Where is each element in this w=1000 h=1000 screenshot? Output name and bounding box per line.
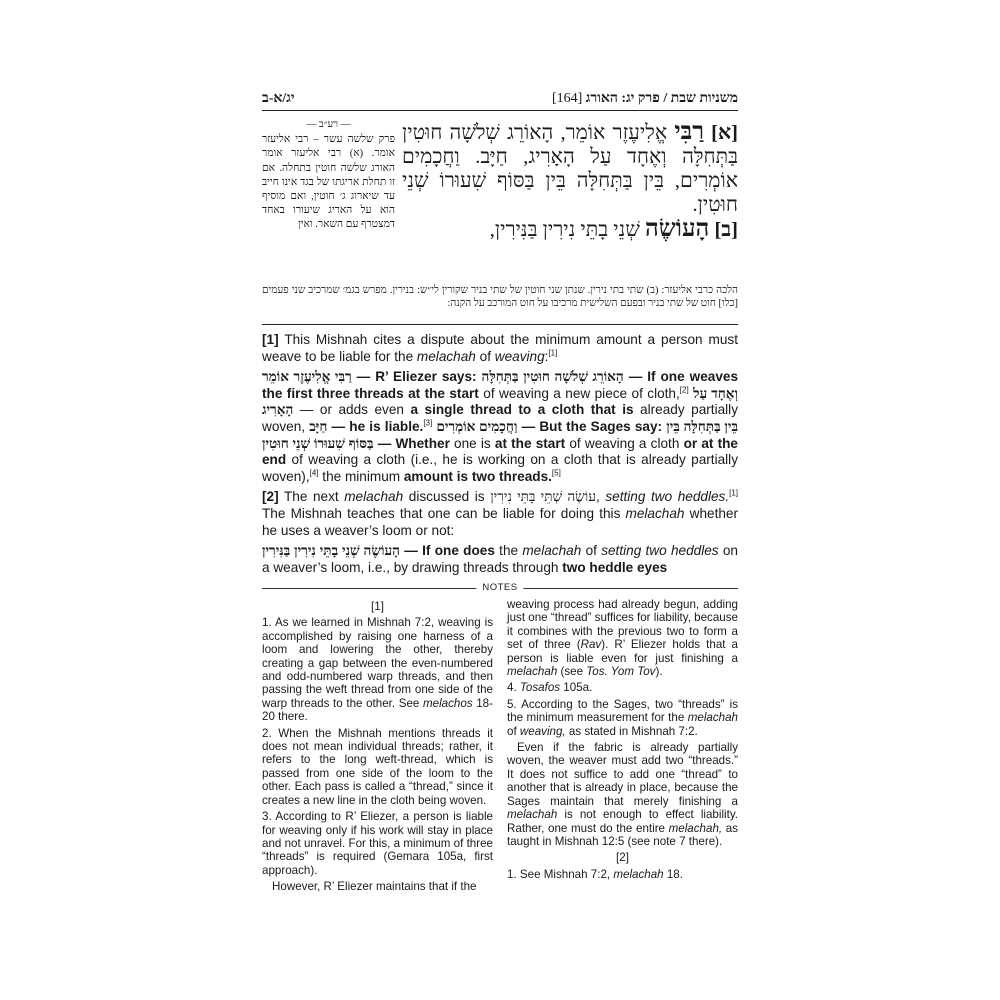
hebrew-quote: וְאֶחָד עַל הָאָרִיג bbox=[262, 385, 738, 418]
text-run: weaving bbox=[494, 348, 545, 364]
text-run: — or adds even bbox=[293, 402, 411, 418]
english-paragraph-3 bbox=[262, 489, 738, 539]
footnote-ref: [5] bbox=[551, 468, 561, 478]
text-run: melachah bbox=[522, 543, 582, 559]
note-1-2: 2. When the Mishnah mentions threads it does not mean individual threads; rather, it refers to the long weft-thread, which is passed from one side of the loom to the other. Each pass is called a “thread,” since it creates a new line in the cloth being woven. bbox=[262, 726, 493, 807]
book-page bbox=[262, 88, 738, 918]
running-title: משניות שבת / פרק יג: האורג bbox=[585, 91, 738, 106]
notes-heading-2: [2] bbox=[616, 851, 629, 865]
text-run: ). bbox=[655, 665, 663, 679]
text-run: or at the end bbox=[262, 435, 738, 468]
note-1-5 bbox=[507, 698, 738, 738]
text-run: the bbox=[494, 543, 523, 559]
text-run: of bbox=[581, 543, 602, 559]
rav-continuation: הלכה כרבי אליעזר: (ב) שתי בתי נירין. שנתן שני חוטין של שתי בניר שקורין לי״ש: בנירין. מפרש בגמ׳ שמרכיב שני פעמים [כלו] חוט של שתי בניר ובפעם השלישית מרכיבו על חוט המורכב על הקנה: bbox=[262, 285, 738, 310]
notes-left-column bbox=[262, 598, 493, 897]
text-run: setting two heddles. bbox=[605, 489, 730, 505]
text-run: melachah bbox=[613, 867, 664, 881]
text-run: — he is liable. bbox=[327, 418, 424, 434]
note-1-4 bbox=[507, 681, 738, 694]
english-paragraph-1: [1] This Mishnah cites a dispute about the minimum amount a person must weave to be liable for the melachah of weaving:[1] bbox=[262, 332, 738, 364]
mishnah-2 bbox=[402, 217, 738, 242]
text-run: of bbox=[507, 724, 520, 738]
text-run: Tos. Yom Tov bbox=[586, 665, 656, 679]
text-run: Even if the fabric is already partially woven, the weaver must add two “threads.” It does not suffice to add one “thread” to another that is already in place, because the Sages maintain that merely finishing a bbox=[507, 741, 738, 808]
text-run: The Mishnah teaches that one can be liable for doing this bbox=[262, 505, 626, 521]
text-run: a single thread to a cloth that is bbox=[410, 402, 634, 418]
mishnah-1-body: אֱלִיעֶזֶר אוֹמֵר, הָאוֹרֵג שְׁלֹשָׁה חוּטִין בַּתְּחִלָּה וְאֶחָד עַל הָאָרִיג, חַיָּב. וַחֲכָמִים אוֹמְרִים, בֵּין בַּתְּחִלָּה בֵּין בַּסּוֹף שִׁעוּרוֹ שְׁנֵי חוּטִין. bbox=[402, 122, 738, 216]
footnote-ref: [1] bbox=[729, 488, 739, 498]
text-run: discussed is bbox=[403, 489, 491, 505]
hebrew-quote: וַחֲכָמִים אוֹמְרִים bbox=[436, 418, 518, 434]
running-header bbox=[546, 91, 738, 107]
hebrew-quote: רַבִּי אֱלִיעֶזֶר אוֹמֵר bbox=[262, 369, 352, 385]
text-run: 105a. bbox=[560, 681, 593, 695]
mishnah-1-number: [א] bbox=[711, 122, 738, 144]
text-run: 18-20 there. bbox=[262, 696, 493, 724]
text-run: (see bbox=[557, 665, 587, 679]
notes-section bbox=[262, 598, 738, 897]
text-run: whether he uses a weaver’s loom or not: bbox=[262, 505, 739, 538]
text-run: 4. bbox=[507, 681, 520, 695]
text-run: weaving process had already begun, adding just one “thread” suffices for liability, because it combines with the previous two to form a set of three ( bbox=[507, 598, 738, 652]
notes-label: NOTES bbox=[476, 582, 523, 594]
text-run: — R’ Eliezer says: bbox=[351, 369, 482, 385]
text-run: as stated in Mishnah 7:2. bbox=[565, 724, 698, 738]
text-run: melachah bbox=[507, 808, 558, 822]
note-1-3-continuation bbox=[507, 598, 738, 678]
page-header bbox=[262, 88, 738, 111]
footnote-ref: [3] bbox=[423, 418, 433, 428]
text-run: — Whether bbox=[373, 435, 450, 451]
text-run: 5. According to the Sages, two “threads” is the minimum measurement for the bbox=[507, 697, 738, 725]
text-run: of bbox=[475, 348, 495, 364]
rav-text: פרק שלשה עשר – רבי אליעזר אומר. (א) רבי אליעזר אומר האורג שלשה חוטין בתחלה. אם זו תחלת אריגתו של בגד אינו חייב עד שיארוג ג׳ חוטין, ואם מוסיף הוא על האריג שיעורו באחד דמצטרף עם השאר. ואין bbox=[262, 134, 395, 231]
text-run: 1. As we learned in Mishnah 7:2, weaving is accomplished by raising one harness of a loom and lowering the other, thereby creating a gap between the even-numbered and odd-numbered warp threads, and then passing the weft thread from one side of the warp threads to the other. See bbox=[262, 616, 493, 710]
hebrew-quote: הָאוֹרֵג שְׁלֹשָׁה חוּטִין בַּתְּחִלָּה bbox=[481, 369, 624, 385]
text-run: — But the Sages say: bbox=[517, 418, 667, 434]
hebrew-quote: עוֹשֶׂה שְׁתֵּי בָּתֵּי נִירִין bbox=[490, 489, 596, 505]
notes-right-column bbox=[507, 598, 738, 897]
text-run: Rav bbox=[580, 638, 602, 652]
mishnah-text bbox=[402, 120, 738, 242]
note-2-1 bbox=[507, 868, 738, 881]
text-run: — If one weaves the first three threads at the start bbox=[262, 369, 739, 401]
notes-heading: [1] bbox=[371, 600, 384, 613]
note-1-5-continued bbox=[507, 741, 738, 848]
text-run: on a weaver’s loom, i.e., by drawing threads through bbox=[262, 543, 738, 575]
rav-title: — רע״ב — bbox=[306, 119, 351, 130]
section-divider bbox=[262, 324, 738, 325]
text-run: amount is two threads. bbox=[403, 468, 552, 484]
mishnah-2-first-word: הָעוֹשֶׂה bbox=[645, 216, 710, 242]
text-run: melachah bbox=[687, 711, 738, 725]
note-1-3-continued: However, R’ Eliezer maintains that if the bbox=[272, 880, 477, 894]
mishnah-2-number: [ב] bbox=[714, 219, 738, 241]
text-run: is not enough to effect liability. Rather, one must do the entire bbox=[507, 808, 738, 835]
mishnah-1 bbox=[402, 120, 738, 217]
text-run: melachos bbox=[422, 696, 473, 710]
para-number: [2] bbox=[262, 489, 279, 505]
text-run: of weaving a new piece of cloth, bbox=[478, 385, 680, 401]
note-1-1 bbox=[262, 616, 493, 723]
text-run: of weaving a cloth bbox=[565, 435, 684, 451]
english-paragraph-4 bbox=[262, 543, 738, 576]
text-run: already partially woven, bbox=[262, 402, 738, 434]
mishnah-1-first-word: רַבִּי bbox=[674, 119, 704, 145]
text-run: two heddle eyes bbox=[562, 559, 668, 575]
text-run: , bbox=[595, 489, 606, 505]
note-1-3: 3. According to R’ Eliezer, a person is liable for weaving only if his work will stay in place and not unravel. For this, a minimum of three “threads” is required (Gemara 105a, first approach). bbox=[262, 810, 493, 877]
text-run: one is bbox=[449, 435, 495, 451]
text-run: weaving, bbox=[519, 724, 566, 738]
english-paragraph-2 bbox=[262, 369, 738, 485]
text-run: melachah bbox=[344, 489, 404, 505]
footnote-ref: [1] bbox=[548, 348, 558, 358]
text-run: at the start bbox=[494, 435, 566, 451]
footnote-ref: [2] bbox=[679, 385, 689, 395]
text-run: Tosafos bbox=[519, 681, 561, 695]
text-run: 1. See Mishnah 7:2, bbox=[507, 867, 614, 881]
text-run: 18. bbox=[663, 867, 683, 881]
text-run: setting two heddles bbox=[601, 543, 719, 559]
rav-commentary-column bbox=[262, 118, 395, 233]
english-elucidation bbox=[262, 332, 738, 580]
text-run: of weaving a cloth (i.e., he is working on a cloth that is already partially woven), bbox=[262, 452, 738, 484]
text-run: The next bbox=[278, 489, 345, 505]
text-run: — If one does bbox=[399, 543, 495, 559]
text-run: melachah bbox=[507, 665, 558, 679]
text-run: melachah, bbox=[668, 821, 723, 835]
page-number: [164] bbox=[551, 91, 583, 106]
text-run: the minimum bbox=[318, 468, 404, 484]
footnote-ref: [4] bbox=[309, 468, 319, 478]
notes-divider bbox=[262, 582, 738, 594]
hebrew-quote: בֵּין בַּתְּחִלָּה בֵּין בַּסּוֹף שִׁעוּרוֹ שְׁנֵי חוּטִין bbox=[262, 418, 739, 451]
mishnah-2-body: שְׁנֵי בָתֵּי נִירִין בַּנִּירִין, bbox=[489, 219, 640, 241]
text-run: melachah bbox=[625, 505, 685, 521]
text-run: melachah bbox=[416, 348, 476, 364]
text-run: as taught in Mishnah 12:5 (see note 7 there). bbox=[507, 821, 738, 848]
hebrew-quote: הָעוֹשֶׂה שְׁנֵי בָתֵּי נִירִין בַּנִּירִין bbox=[262, 543, 400, 559]
text-run: ). R’ Eliezer holds that a person is liable even for just finishing a bbox=[507, 638, 738, 665]
folio-reference: יג/א-ב bbox=[262, 91, 295, 106]
text-run: This Mishnah cites a dispute about the minimum amount a person must weave to be liable for the bbox=[262, 332, 738, 364]
hebrew-quote: חַיָּב bbox=[309, 418, 328, 434]
para-number: [1] bbox=[262, 332, 279, 347]
